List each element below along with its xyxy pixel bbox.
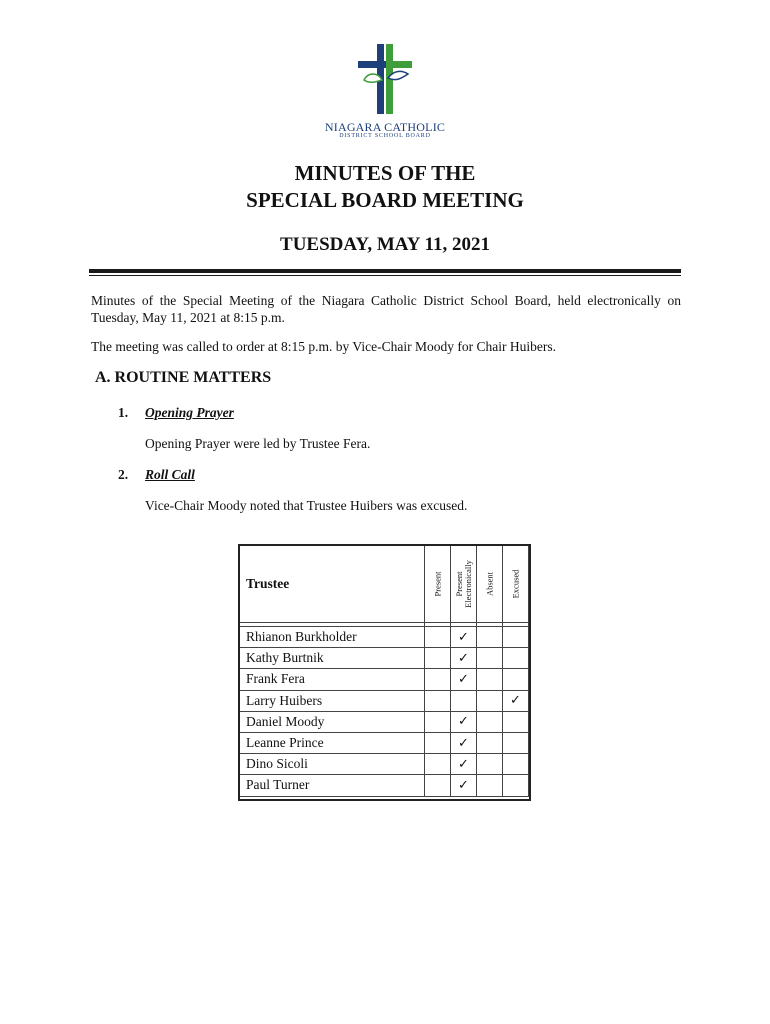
niagara-catholic-logo-icon — [340, 44, 430, 114]
trustee-name: Rhianon Burkholder — [240, 627, 425, 648]
attendance-cell — [477, 775, 503, 796]
title-line1: MINUTES OF THE — [294, 161, 476, 185]
attendance-cell — [477, 732, 503, 753]
attendance-cell — [503, 648, 529, 669]
table-row — [240, 754, 529, 775]
checkmark-icon: ✓ — [458, 671, 469, 687]
table-row — [240, 627, 529, 648]
attendance-cell — [425, 627, 451, 648]
attendance-cell — [503, 711, 529, 732]
table-row — [240, 669, 529, 690]
attendance-cell — [503, 669, 529, 690]
attendance-cell — [451, 690, 477, 711]
attendance-cell — [451, 648, 477, 669]
checkmark-icon: ✓ — [510, 693, 521, 709]
attendance-cell — [477, 648, 503, 669]
roll-call-table — [239, 545, 529, 797]
table-row — [240, 690, 529, 711]
checkmark-icon: ✓ — [458, 629, 469, 645]
trustee-name: Paul Turner — [240, 775, 425, 796]
attendance-cell — [425, 669, 451, 690]
attendance-cell — [477, 669, 503, 690]
trustee-name: Leanne Prince — [240, 732, 425, 753]
attendance-cell — [503, 690, 529, 711]
attendance-cell — [425, 711, 451, 732]
header-present-label: Present — [432, 571, 442, 597]
attendance-cell — [425, 754, 451, 775]
trustee-name: Frank Fera — [240, 669, 425, 690]
header-divider-thick — [89, 269, 681, 273]
org-name-line1: NIAGARA CATHOLIC — [324, 120, 446, 134]
item-text-opening-prayer: Opening Prayer were led by Trustee Fera. — [145, 436, 371, 451]
item-number: 1. — [118, 405, 129, 420]
attendance-cell — [451, 669, 477, 690]
item-title-roll-call: Roll Call — [145, 467, 195, 482]
attendance-cell — [503, 732, 529, 753]
attendance-cell — [477, 627, 503, 648]
attendance-cell — [503, 627, 529, 648]
header-trustee: Trustee — [240, 546, 425, 623]
checkmark-icon: ✓ — [458, 777, 469, 793]
attendance-cell — [503, 754, 529, 775]
header-present-electronically-label: Present Electronically — [453, 560, 473, 608]
item-title-opening-prayer: Opening Prayer — [145, 405, 234, 420]
table-row — [240, 732, 529, 753]
title-line2: SPECIAL BOARD MEETING — [246, 188, 524, 212]
attendance-cell — [451, 711, 477, 732]
trustee-name: Kathy Burtnik — [240, 648, 425, 669]
table-row — [240, 711, 529, 732]
attendance-cell — [477, 711, 503, 732]
attendance-cell — [451, 754, 477, 775]
section-heading-routine-matters: A. ROUTINE MATTERS — [95, 369, 272, 386]
header-present-electronically — [451, 546, 477, 623]
intro-paragraph: Minutes of the Special Meeting of the Niagara Catholic District School Board, held electronically on Tuesday, May 11, 2021 at 8:15 p.m. — [91, 293, 681, 325]
attendance-cell — [503, 775, 529, 796]
trustee-name: Larry Huibers — [240, 690, 425, 711]
header-absent-label: Absent — [484, 571, 494, 597]
header-present — [425, 546, 451, 623]
checkmark-icon: ✓ — [458, 650, 469, 666]
checkmark-icon: ✓ — [458, 714, 469, 730]
item-text-roll-call: Vice-Chair Moody noted that Trustee Huibers was excused. — [145, 498, 468, 513]
attendance-cell — [451, 732, 477, 753]
checkmark-icon: ✓ — [458, 735, 469, 751]
header-excused-label: Excused — [510, 569, 520, 599]
attendance-cell — [425, 690, 451, 711]
trustee-name: Daniel Moody — [240, 711, 425, 732]
attendance-cell — [477, 754, 503, 775]
attendance-cell — [451, 775, 477, 796]
attendance-cell — [425, 732, 451, 753]
roll-call-header-row — [240, 546, 529, 623]
table-row — [240, 648, 529, 669]
org-name-line2: DISTRICT SCHOOL BOARD — [339, 133, 431, 139]
trustee-name: Dino Sicoli — [240, 754, 425, 775]
attendance-cell — [425, 775, 451, 796]
table-row — [240, 775, 529, 796]
attendance-cell — [451, 627, 477, 648]
attendance-cell — [477, 690, 503, 711]
meeting-date: TUESDAY, MAY 11, 2021 — [280, 234, 490, 255]
document-title — [0, 160, 770, 214]
item-number: 2. — [118, 467, 129, 482]
attendance-cell — [425, 648, 451, 669]
header-divider-thin — [89, 275, 681, 276]
header-absent — [477, 546, 503, 623]
call-to-order-paragraph: The meeting was called to order at 8:15 p.m. by Vice-Chair Moody for Chair Huibers. — [91, 339, 556, 354]
header-excused — [503, 546, 529, 623]
checkmark-icon: ✓ — [458, 756, 469, 772]
